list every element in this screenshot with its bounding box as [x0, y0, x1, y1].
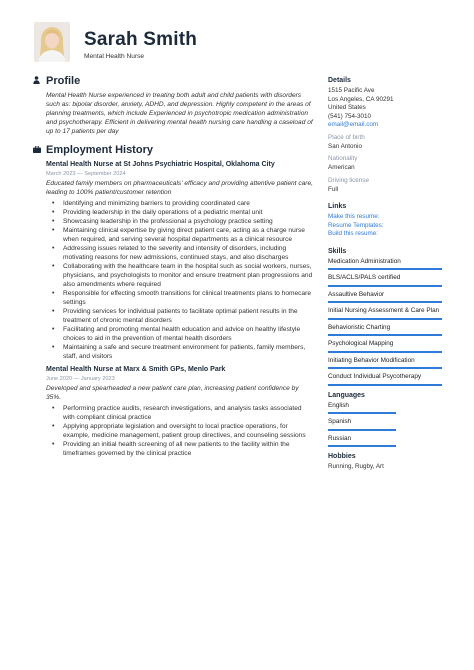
- place-of-birth-label: Place of birth: [328, 133, 365, 141]
- skill-item: [328, 258, 442, 271]
- skill-level-bar: [328, 285, 442, 287]
- skill-name: Initiating Behavior Modification: [328, 356, 415, 364]
- license-label: Driving license: [328, 176, 369, 184]
- job-bullet: • Maintaining a safe and secure treatment environment for patients, family members, staff, and visitors: [63, 343, 313, 361]
- candidate-title: Mental Health Nurse: [84, 53, 145, 60]
- job-bullet: • Facilitating and promoting mental health education and advice on healthy lifestyle choices to aid in the prevention of mental health disorders: [63, 325, 313, 343]
- job-bullets: [46, 199, 313, 361]
- briefcase-icon: [33, 146, 42, 155]
- language-item: [328, 435, 442, 448]
- language-item: [328, 418, 442, 431]
- language-level-bar: [328, 412, 396, 414]
- place-of-birth-value: San Antonio: [328, 142, 362, 150]
- license-value: Full: [328, 185, 339, 193]
- sidebar-column: [328, 74, 442, 472]
- languages-heading: Languages: [328, 391, 365, 399]
- profile-heading: [33, 74, 313, 88]
- job-bullet: • Showcasing leadership in the professional a psychology practice setting: [63, 217, 313, 226]
- job-bullet: • Identifying and minimizing barriers to providing coordinated care: [63, 199, 313, 208]
- skill-name: Medication Administration: [328, 257, 401, 265]
- job-bullet: • Providing leadership in the daily operations of a pediatric mental unit: [63, 208, 313, 217]
- language-name: English: [328, 401, 349, 409]
- employment-heading-text: Employment History: [46, 144, 153, 157]
- skill-name: Psychological Mapping: [328, 340, 394, 347]
- main-column: [33, 74, 313, 458]
- address-line: 1515 Pacific Ave: [328, 87, 375, 94]
- skill-level-bar: [328, 334, 442, 336]
- skill-item: [328, 324, 442, 337]
- language-level-bar: [328, 445, 396, 447]
- skill-item: [328, 274, 442, 287]
- skill-level-bar: [328, 384, 442, 386]
- skill-name: Initial Nursing Assessment & Care Plan: [328, 307, 440, 314]
- link-resume-templates[interactable]: Resume Templates:: [328, 221, 384, 229]
- phone-number: (541) 754-3010: [328, 112, 372, 120]
- skill-level-bar: [328, 351, 442, 353]
- language-level-bar: [328, 429, 396, 431]
- links-heading: Links: [328, 203, 347, 210]
- hobbies-heading: Hobbies: [328, 453, 356, 460]
- job-description: Educated family members on pharmaceuticals' efficacy and providing attentive patient care, leading to 100% patient/customer retention: [46, 180, 313, 197]
- resume-header: [0, 0, 474, 77]
- job-bullet: • Collaborating with the healthcare team in the hospital such as social workers, nurses, physicians, and psychologists to monitor and ensure treatment plan progressions and also amendments where required: [63, 262, 313, 289]
- language-item: [328, 402, 442, 415]
- job-bullet: • Addressing issues related to the severity and intensity of disorders, including motivating reasons for new admissions, continued stays, and also discharges: [63, 244, 313, 262]
- details-heading: Details: [328, 77, 351, 84]
- skill-item: [328, 357, 442, 370]
- job-entry: [33, 160, 313, 361]
- skill-item: [328, 340, 442, 353]
- job-bullet: • Providing services for individual patients to facilitate optimal patient results in the treatment of chronic mental disorders: [63, 307, 313, 325]
- skill-level-bar: [328, 318, 442, 320]
- job-title: Mental Health Nurse at St Johns Psychiatric Hospital, Oklahoma City: [46, 161, 275, 169]
- skill-name: Behavioristic Charting: [328, 323, 391, 331]
- language-name: Spanish: [328, 418, 352, 425]
- link-make-resume[interactable]: Make this resume:: [328, 213, 380, 220]
- skill-name: Assaultive Behavior: [328, 290, 385, 298]
- job-bullet: • Applying appropriate legislation and oversight to local practice operations, for example, medicine management, patient group directives, and counseling sessions: [63, 422, 313, 440]
- job-date: June 2020 — January 2023: [46, 376, 115, 383]
- skill-name: Conduct Individual Psycotherapy: [328, 373, 422, 380]
- skill-name: BLS/ACLS/PALS certified: [328, 274, 401, 281]
- job-date: March 2023 — September 2024: [46, 171, 126, 178]
- skill-item: [328, 291, 442, 304]
- job-bullets: [46, 404, 313, 458]
- person-icon: [33, 76, 42, 86]
- profile-heading-text: Profile: [46, 75, 81, 87]
- skills-heading: Skills: [328, 247, 347, 255]
- job-entry: [33, 365, 313, 458]
- language-name: Russian: [328, 434, 352, 442]
- address-line: Los Angeles, CA 90291: [328, 95, 394, 103]
- candidate-name: Sarah Smith: [84, 29, 198, 50]
- portrait-image: [34, 22, 70, 62]
- nationality-value: American: [328, 164, 355, 171]
- address-line: United States: [328, 104, 366, 111]
- job-bullet: • Providing an initial health screening of all new patients to the facility within the timeframes governed by the clinical practice: [63, 440, 313, 458]
- email-link[interactable]: email@email.com: [328, 121, 379, 128]
- job-bullet: • Performing practice audits, research investigations, and analysis tasks associated with compliant clinical practice: [63, 404, 313, 422]
- employment-heading: [33, 143, 313, 157]
- skill-level-bar: [328, 268, 442, 270]
- job-bullet: • Maintaining clinical expertise by giving direct patient care, acting as a charge nurse when required, and serving several hospital departments as a clinical resource: [63, 226, 313, 244]
- skill-level-bar: [328, 367, 442, 369]
- link-build-resume[interactable]: Build this resume:: [328, 230, 379, 237]
- nationality-label: Nationality: [328, 155, 358, 162]
- job-bullet: • Responsible for effecting smooth transitions for clinical treatments plans to homecare settings: [63, 289, 313, 307]
- job-title: Mental Health Nurse at Marx & Smith GPs, Menlo Park: [46, 366, 226, 374]
- hobbies-list: Running, Rugby, Art: [328, 463, 384, 470]
- job-description: Developed and spearheaded a new patient care plan, increasing patient confidence by 35%.: [46, 385, 299, 402]
- skill-item: [328, 373, 442, 386]
- profile-summary: Mental Health Nurse experienced in treating both adult and child patients with disorders such as: bipolar disorder, anxiety, ADHD, and depression. Highly competent in the areas of planning treatments, which include Experienced in psychotropic medication administration and psychotherapy. Efficient in delivering mental health nursing care handling a caseload of up to 17 patients per day: [46, 92, 313, 136]
- skill-level-bar: [328, 301, 442, 303]
- skill-item: [328, 307, 442, 320]
- profile-photo: [34, 22, 70, 62]
